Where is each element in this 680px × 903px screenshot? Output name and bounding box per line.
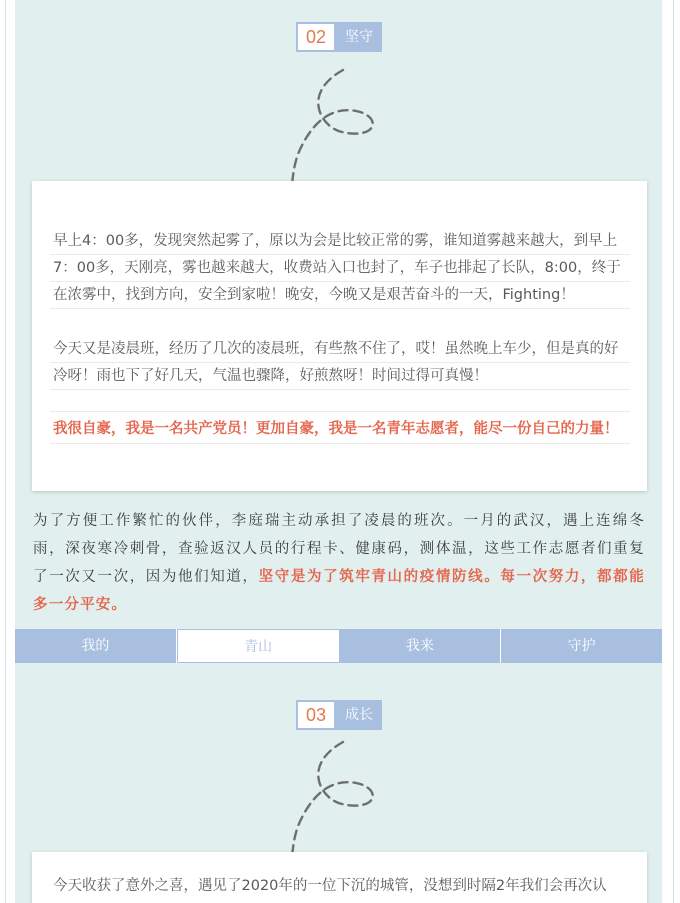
story-text: 为了方便工作繁忙的伙伴，李庭瑞主动承担了凌晨的班次。一月的武汉，遇上连绵冬雨，深夜寒冷刺骨，查验返汉人员的行程卡、健康码，测体温，这些工作志愿者们重复了一次又一次，因为他们知道，: [33, 513, 645, 585]
diary-entry-1: 今天收获了意外之喜，遇见了2020年的一位下沉的城管，没想到时隔2年我们会再次认: [53, 878, 607, 894]
section-badge-02: [296, 22, 382, 52]
section-badge-03: [296, 700, 382, 730]
divider: [50, 254, 630, 255]
diary-entry-2: 今天又是凌晨班，经历了几次的凌晨班，有些熬不住了，哎！虽然晚上车少，但是真的好冷呀！雨也下了好几天，气温也骤降，好煎熬呀！时间过得可真慢！: [53, 341, 619, 384]
section-number: 02: [296, 22, 336, 52]
diary-card: [32, 181, 647, 491]
tab-qingshan[interactable]: 青山: [177, 629, 340, 663]
section-label: 成长: [336, 700, 382, 730]
section-number: 03: [296, 700, 336, 730]
divider: [50, 389, 630, 390]
tab-shouhu[interactable]: 守护: [567, 638, 596, 654]
divider: [50, 281, 630, 282]
diary-card: [32, 852, 647, 903]
story-highlight: 坚守是为了筑牢青山的疫情防线。每一次努力，都都能多一分平安。: [33, 569, 645, 613]
left-border-line: [5, 0, 6, 903]
divider: [50, 411, 630, 412]
dashed-swirl-decoration-icon: [280, 738, 390, 860]
tab-wode[interactable]: 我的: [15, 629, 177, 663]
right-border-line: [673, 0, 674, 903]
divider: [50, 362, 630, 363]
diary-entry-3: 我很自豪，我是一名共产党员！更加自豪，我是一名青年志愿者，能尽一份自己的力量！: [53, 421, 619, 437]
section-label: 坚守: [336, 22, 382, 52]
tab-wolai[interactable]: 我来: [340, 629, 502, 663]
diary-entry-1: 早上4：00多，发现突然起雾了，原以为会是比较正常的雾，谁知道雾越来越大，到早上7：00多，天刚亮，雾也越来越大，收费站入口也封了，车子也排起了长队，8:00，终于在浓雾中，找到方向，安全到家啦！晚安，今晚又是艰苦奋斗的一天，Fighting！: [53, 233, 621, 303]
divider: [50, 443, 630, 444]
dashed-swirl-decoration-icon: [280, 66, 390, 188]
tab-bar: [15, 629, 662, 663]
story-paragraph: [33, 507, 645, 619]
divider: [50, 308, 630, 309]
